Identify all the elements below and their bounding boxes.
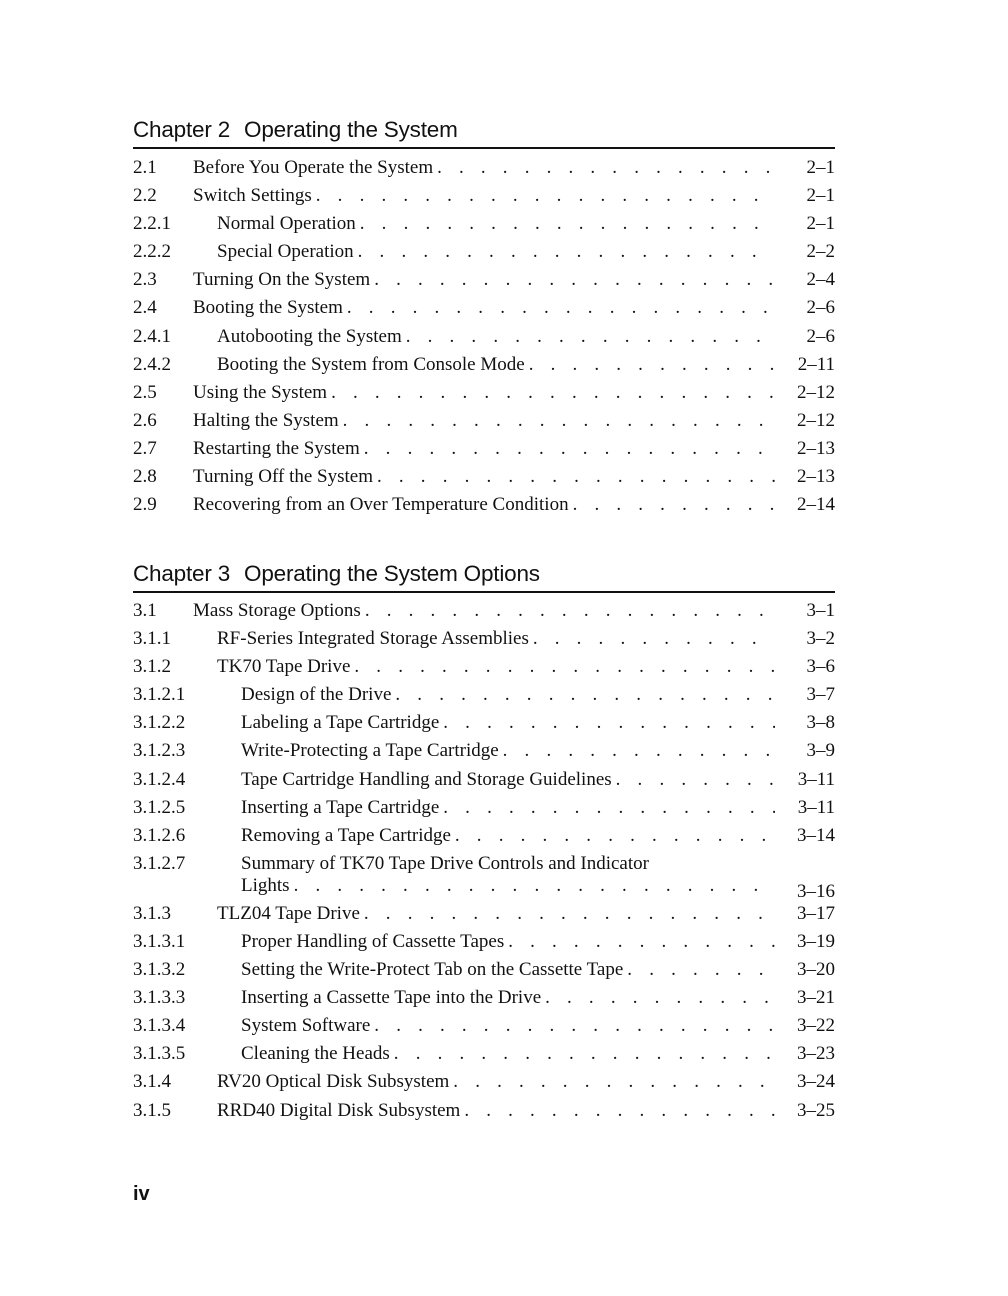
toc-entry[interactable] (133, 656, 835, 684)
toc-entry[interactable] (133, 769, 835, 797)
chapter-2-entries (133, 157, 835, 522)
page-reference: 3–2 (806, 628, 835, 650)
toc-entry[interactable] (133, 157, 835, 185)
page-reference: 3–23 (797, 1043, 835, 1065)
dot-leader (529, 354, 775, 376)
toc-entry[interactable] (133, 326, 835, 354)
section-number: 3.1.3.5 (133, 1043, 186, 1065)
section-title: Booting the System from Console Mode (217, 353, 525, 375)
dot-leader (294, 875, 775, 897)
section-number: 3.1.2.4 (133, 768, 186, 790)
section-number: 2.4.2 (133, 353, 171, 375)
section-title: Labeling a Tape Cartridge (241, 712, 440, 734)
page-reference: 2–1 (806, 213, 835, 235)
entry-body (193, 600, 787, 622)
entry-body (193, 466, 787, 488)
entry-body (193, 269, 787, 291)
chapter-3-heading (133, 561, 835, 593)
entry-body (193, 853, 787, 897)
section-title: Inserting a Cassette Tape into the Drive (241, 987, 542, 1009)
dot-leader (545, 987, 775, 1009)
dot-leader (533, 628, 775, 650)
entry-body (193, 931, 787, 953)
dot-leader (616, 769, 775, 791)
dot-leader (464, 1100, 775, 1122)
dot-leader (508, 931, 775, 953)
entry-body (193, 712, 787, 734)
section-number: 2.1 (133, 157, 157, 178)
toc-entry[interactable] (133, 797, 835, 825)
chapter-label: Chapter 3 (133, 561, 231, 586)
section-number: 3.1 (133, 600, 157, 621)
section-number: 3.1.3.1 (133, 930, 186, 952)
section-number: 3.1.5 (133, 1099, 171, 1121)
section-title: Booting the System (193, 297, 343, 319)
page-reference: 3–21 (797, 987, 835, 1009)
section-title: RRD40 Digital Disk Subsystem (217, 1099, 461, 1121)
page-reference: 3–11 (797, 796, 835, 818)
section-number: 2.6 (133, 409, 157, 431)
toc-entry[interactable] (133, 853, 835, 903)
dot-leader (573, 494, 775, 516)
toc-entry[interactable] (133, 825, 835, 853)
entry-body (193, 1071, 787, 1093)
toc-entry[interactable] (133, 987, 835, 1015)
page-reference: 2–6 (806, 297, 835, 319)
entry-body (193, 213, 787, 235)
entry-body (193, 241, 787, 263)
entry-body (193, 987, 787, 1009)
toc-entry[interactable] (133, 903, 835, 931)
entry-body (193, 684, 787, 706)
dot-leader (395, 684, 775, 706)
page-reference: 2–4 (806, 269, 835, 291)
section-title: Using the System (193, 381, 328, 403)
section-number: 3.1.2.2 (133, 712, 186, 734)
dot-leader (374, 269, 775, 291)
toc-entry[interactable] (133, 600, 835, 628)
entry-body (193, 825, 787, 847)
dot-leader (453, 1071, 775, 1093)
toc-entry[interactable] (133, 959, 835, 987)
section-number: 2.7 (133, 437, 157, 459)
dot-leader (347, 297, 775, 319)
entry-body (193, 628, 787, 650)
toc-entry[interactable] (133, 494, 835, 522)
section-number: 3.1.3.2 (133, 959, 186, 981)
entry-body (193, 438, 787, 460)
section-number: 3.1.2.1 (133, 684, 186, 706)
toc-entry[interactable] (133, 740, 835, 768)
section-title: Special Operation (217, 241, 354, 263)
page-reference: 3–19 (797, 930, 835, 952)
chapter-3-entries (133, 600, 835, 1128)
dot-leader (358, 241, 775, 263)
dot-leader (364, 903, 775, 925)
toc-entry[interactable] (133, 269, 835, 297)
page-reference: 3–24 (797, 1071, 835, 1093)
section-title: Design of the Drive (241, 684, 392, 706)
section-number: 3.1.2 (133, 656, 171, 678)
section-title: TLZ04 Tape Drive (217, 902, 360, 924)
section-title: Cleaning the Heads (241, 1043, 390, 1065)
entry-body (193, 1100, 787, 1122)
section-title: RV20 Optical Disk Subsystem (217, 1071, 450, 1093)
toc-entry[interactable] (133, 241, 835, 269)
section-title: Setting the Write-Protect Tab on the Cassette Tape (241, 959, 624, 981)
dot-leader (455, 825, 775, 847)
page-reference: 2–1 (806, 185, 835, 207)
chapter-label: Chapter 2 (133, 117, 231, 142)
toc-entry[interactable] (133, 410, 835, 438)
page-reference: 3–22 (797, 1015, 835, 1037)
section-number: 3.1.2.6 (133, 824, 186, 846)
dot-leader (364, 438, 775, 460)
section-title: Tape Cartridge Handling and Storage Guidelines (241, 768, 612, 790)
page-reference: 3–25 (797, 1099, 835, 1121)
section-title: Recovering from an Over Temperature Condition (193, 494, 569, 516)
section-title: Normal Operation (217, 213, 356, 235)
entry-body (193, 797, 787, 819)
page-reference: 2–6 (806, 325, 835, 347)
section-number: 2.4 (133, 297, 157, 319)
entry-body (193, 326, 787, 348)
toc-entry[interactable] (133, 297, 835, 325)
chapter-title: Operating the System Options (244, 561, 540, 586)
toc-entry[interactable] (133, 1100, 835, 1128)
section-number: 2.2.1 (133, 213, 171, 235)
section-title: Write-Protecting a Tape Cartridge (241, 740, 499, 762)
section-number: 3.1.1 (133, 628, 171, 650)
entry-body (193, 410, 787, 432)
toc-entry[interactable] (133, 684, 835, 712)
section-number: 2.8 (133, 466, 157, 488)
entry-body (193, 740, 787, 762)
section-number: 2.9 (133, 494, 157, 516)
page-reference: 2–13 (797, 466, 835, 488)
entry-body (193, 903, 787, 925)
toc-entry[interactable] (133, 382, 835, 410)
entry-body (193, 769, 787, 791)
toc-entry[interactable] (133, 185, 835, 213)
dot-leader (354, 656, 775, 678)
dot-leader (377, 466, 775, 488)
toc-entry[interactable] (133, 438, 835, 466)
chapter-title: Operating the System (244, 117, 458, 142)
page-number: iv (133, 1183, 150, 1205)
dot-leader (360, 213, 775, 235)
section-title: Autobooting the System (217, 325, 402, 347)
dot-leader (374, 1015, 775, 1037)
dot-leader (331, 382, 775, 404)
entry-body (193, 494, 787, 516)
page-reference: 2–1 (806, 157, 835, 178)
toc-entry[interactable] (133, 1043, 835, 1071)
entry-body (193, 382, 787, 404)
section-number: 3.1.2.3 (133, 740, 186, 762)
page-reference: 3–6 (806, 656, 835, 678)
section-number: 2.2 (133, 185, 157, 207)
section-title: TK70 Tape Drive (217, 656, 351, 678)
section-number: 3.1.3 (133, 902, 171, 924)
dot-leader (406, 326, 775, 348)
section-title: Removing a Tape Cartridge (241, 824, 451, 846)
dot-leader (503, 740, 775, 762)
dot-leader (443, 797, 775, 819)
section-title: Mass Storage Options (193, 600, 361, 621)
section-title-continued: Lights (241, 874, 290, 896)
page-reference: 3–9 (806, 740, 835, 762)
page-reference: 3–16 (797, 880, 835, 902)
entry-body (193, 297, 787, 319)
toc-entry[interactable] (133, 466, 835, 494)
page-reference: 2–14 (797, 494, 835, 516)
section-title: Before You Operate the System (193, 157, 434, 178)
section-title: Switch Settings (193, 185, 312, 207)
page-reference: 2–11 (797, 353, 835, 375)
section-number: 3.1.3.4 (133, 1015, 186, 1037)
page-reference: 2–12 (797, 381, 835, 403)
section-title: Restarting the System (193, 437, 360, 459)
chapter-2-heading (133, 117, 835, 149)
entry-body (193, 1015, 787, 1037)
page-reference: 2–12 (797, 409, 835, 431)
section-number: 3.1.3.3 (133, 987, 186, 1009)
dot-leader (443, 712, 775, 734)
section-number: 2.2.2 (133, 241, 171, 263)
toc-entry[interactable] (133, 628, 835, 656)
section-title: Inserting a Tape Cartridge (241, 796, 440, 818)
page-reference: 3–20 (797, 959, 835, 981)
toc-entry[interactable] (133, 1071, 835, 1099)
section-number: 2.3 (133, 269, 157, 291)
entry-body (193, 656, 787, 678)
entry-body (193, 959, 787, 981)
dot-leader (437, 157, 775, 179)
section-title: Summary of TK70 Tape Drive Controls and Indicator (241, 852, 649, 874)
dot-leader (365, 600, 775, 622)
section-title: Halting the System (193, 409, 339, 431)
section-title: Turning On the System (193, 269, 371, 291)
section-number: 2.4.1 (133, 325, 171, 347)
dot-leader (343, 410, 775, 432)
page-reference: 3–7 (806, 684, 835, 706)
section-number: 3.1.2.5 (133, 796, 186, 818)
page-reference: 2–13 (797, 437, 835, 459)
section-title: System Software (241, 1015, 371, 1037)
page-reference: 3–8 (806, 712, 835, 734)
entry-body (193, 354, 787, 376)
section-title: Proper Handling of Cassette Tapes (241, 930, 505, 952)
entry-body (193, 185, 787, 207)
page-reference: 3–14 (797, 824, 835, 846)
page-reference: 2–2 (806, 241, 835, 263)
section-title: Turning Off the System (193, 466, 373, 488)
entry-body (193, 157, 787, 179)
toc-entry[interactable] (133, 213, 835, 241)
page-reference: 3–11 (797, 768, 835, 790)
section-number: 2.5 (133, 381, 157, 403)
toc-entry[interactable] (133, 931, 835, 959)
entry-body (193, 1043, 787, 1065)
dot-leader (627, 959, 775, 981)
section-title: RF-Series Integrated Storage Assemblies (217, 628, 529, 650)
toc-entry[interactable] (133, 354, 835, 382)
section-number: 3.1.4 (133, 1071, 171, 1093)
dot-leader (394, 1043, 775, 1065)
dot-leader (316, 185, 775, 207)
page-reference: 3–17 (797, 902, 835, 924)
toc-entry[interactable] (133, 712, 835, 740)
section-number: 3.1.2.7 (133, 852, 186, 874)
toc-entry[interactable] (133, 1015, 835, 1043)
page-reference: 3–1 (806, 600, 835, 621)
